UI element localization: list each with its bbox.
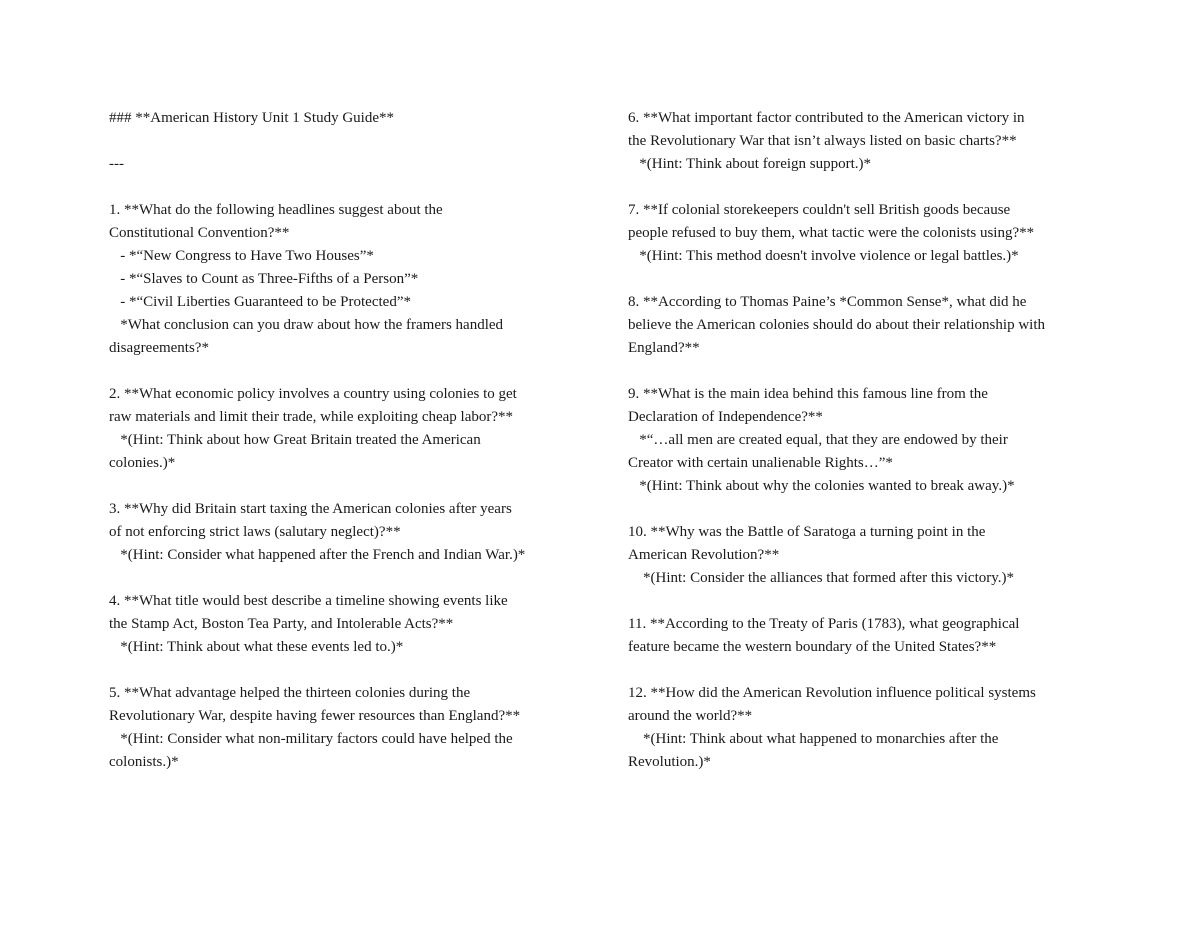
text-line: colonies.)* [109,455,176,471]
text-line: of not enforcing strict laws (salutary neglect)?** [109,524,401,540]
text-line: - *“New Congress to Have Two Houses”* [109,248,374,264]
text-line: Revolution.)* [628,754,711,770]
blank-line [628,498,1108,521]
blank-line [628,176,1108,199]
text-line: *(Hint: Think about why the colonies wanted to break away.)* [628,478,1015,494]
text-line: *(Hint: Consider the alliances that formed after this victory.)* [628,570,1015,586]
text-line: Revolutionary War, despite having fewer resources than England?** [109,708,521,724]
text-line: 10. **Why was the Battle of Saratoga a turning point in the [628,524,986,540]
text-line: *“…all men are created equal, that they are endowed by their [628,432,1008,448]
text-line: colonists.)* [109,754,179,770]
text-line: 3. **Why did Britain start taxing the American colonies after years [109,501,512,517]
text-line: Declaration of Independence?** [628,409,823,425]
blank-line [109,659,579,682]
blank-line [628,360,1108,383]
text-line: --- [109,156,124,172]
text-line: American Revolution?** [628,547,780,563]
text-line: England?** [628,340,700,356]
text-line: 8. **According to Thomas Paine’s *Common Sense*, what did he [628,294,1027,310]
text-line: *(Hint: Consider what happened after the French and Indian War.)* [109,547,526,563]
text-line: *(Hint: Think about foreign support.)* [628,156,872,172]
blank-line [109,567,579,590]
text-line: *(Hint: Think about what happened to monarchies after the [628,731,999,747]
text-line: - *“Slaves to Count as Three-Fifths of a Person”* [109,271,419,287]
text-line: - *“Civil Liberties Guaranteed to be Protected”* [109,294,411,310]
text-line: 1. **What do the following headlines suggest about the [109,202,443,218]
text-line: Constitutional Convention?** [109,225,290,241]
blank-line [109,475,579,498]
text-line: 6. **What important factor contributed to the American victory in [628,110,1025,126]
text-line: *(Hint: Think about how Great Britain treated the American [109,432,481,448]
blank-line [109,176,579,199]
text-line: ### **American History Unit 1 Study Guide** [109,110,394,126]
left-column [109,107,579,774]
blank-line [628,268,1108,291]
blank-line [628,659,1108,682]
text-line: feature became the western boundary of the United States?** [628,639,997,655]
text-line: Creator with certain unalienable Rights…”* [628,455,893,471]
blank-line [628,590,1108,613]
text-line: 12. **How did the American Revolution influence political systems [628,685,1036,701]
text-line: disagreements?* [109,340,209,356]
text-line: people refused to buy them, what tactic were the colonists using?** [628,225,1035,241]
text-line: the Revolutionary War that isn’t always listed on basic charts?** [628,133,1017,149]
text-line: 5. **What advantage helped the thirteen colonies during the [109,685,471,701]
text-line: 7. **If colonial storekeepers couldn't sell British goods because [628,202,1011,218]
blank-line [109,360,579,383]
text-line: *(Hint: This method doesn't involve violence or legal battles.)* [628,248,1019,264]
text-line: believe the American colonies should do about their relationship with [628,317,1045,333]
text-line: *(Hint: Think about what these events led to.)* [109,639,404,655]
blank-line [109,130,579,153]
text-line: *(Hint: Consider what non-military factors could have helped the [109,731,513,747]
text-line: *What conclusion can you draw about how the framers handled [109,317,504,333]
text-line: 9. **What is the main idea behind this famous line from the [628,386,988,402]
text-line: 4. **What title would best describe a timeline showing events like [109,593,508,609]
text-line: raw materials and limit their trade, while exploiting cheap labor?** [109,409,514,425]
text-line: 2. **What economic policy involves a country using colonies to get [109,386,517,402]
text-line: 11. **According to the Treaty of Paris (1783), what geographical [628,616,1020,632]
text-line: around the world?** [628,708,753,724]
text-line: the Stamp Act, Boston Tea Party, and Intolerable Acts?** [109,616,454,632]
right-column [628,107,1108,774]
